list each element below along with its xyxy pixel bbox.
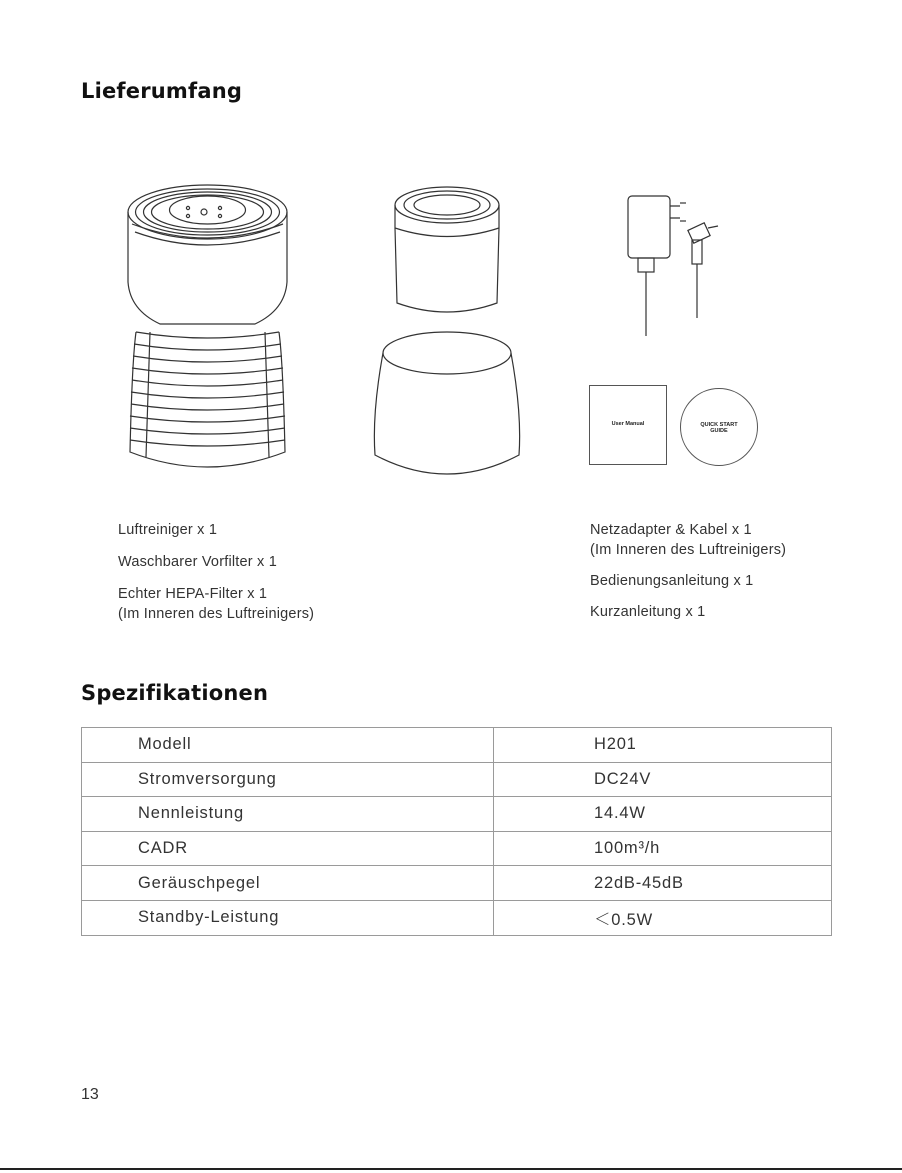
page-bottom-rule (0, 1168, 902, 1170)
quick-start-guide-illustration (680, 388, 758, 466)
spec-row (82, 762, 832, 797)
user-manual-illustration (589, 385, 667, 465)
user-manual-label: User Manual (611, 421, 645, 427)
spec-row (82, 728, 832, 763)
spec-label: Nennleistung (82, 797, 494, 832)
item-bedienungsanleitung: Bedienungsanleitung x 1 (590, 573, 754, 589)
air-purifier-illustration (120, 182, 295, 482)
spec-value: 100m³/h (494, 831, 832, 866)
spec-label: CADR (82, 831, 494, 866)
item-hepa-filter-note: (Im Inneren des Luftreinigers) (118, 606, 315, 622)
spec-value: ＜0.5W (494, 900, 832, 935)
spec-value: DC24V (494, 762, 832, 797)
spec-value: 22dB-45dB (494, 866, 832, 901)
filter-illustration (370, 183, 525, 488)
section-title-lieferumfang: Lieferumfang (81, 79, 243, 103)
item-netzadapter-note: (Im Inneren des Luftreinigers) (590, 542, 787, 558)
item-luftreiniger: Luftreiniger x 1 (118, 522, 218, 538)
section-title-spezifikationen: Spezifikationen (81, 681, 269, 705)
spec-row (82, 831, 832, 866)
item-hepa-filter: Echter HEPA-Filter x 1 (118, 586, 268, 602)
power-adapter-illustration (620, 190, 725, 345)
page-number: 13 (81, 1086, 99, 1103)
spec-label: Stromversorgung (82, 762, 494, 797)
spec-value: 14.4W (494, 797, 832, 832)
spec-value: H201 (494, 728, 832, 763)
spec-label: Geräuschpegel (82, 866, 494, 901)
item-netzadapter: Netzadapter & Kabel x 1 (590, 522, 752, 538)
spec-row (82, 866, 832, 901)
item-kurzanleitung: Kurzanleitung x 1 (590, 604, 706, 620)
spec-label: Standby-Leistung (82, 900, 494, 935)
qsg-label-line1: QUICK START (700, 422, 738, 428)
spec-table (81, 727, 832, 936)
item-vorfilter: Waschbarer Vorfilter x 1 (118, 554, 277, 570)
spec-row (82, 797, 832, 832)
spec-row (82, 900, 832, 935)
qsg-label-line2: GUIDE (710, 428, 728, 434)
spec-label: Modell (82, 728, 494, 763)
